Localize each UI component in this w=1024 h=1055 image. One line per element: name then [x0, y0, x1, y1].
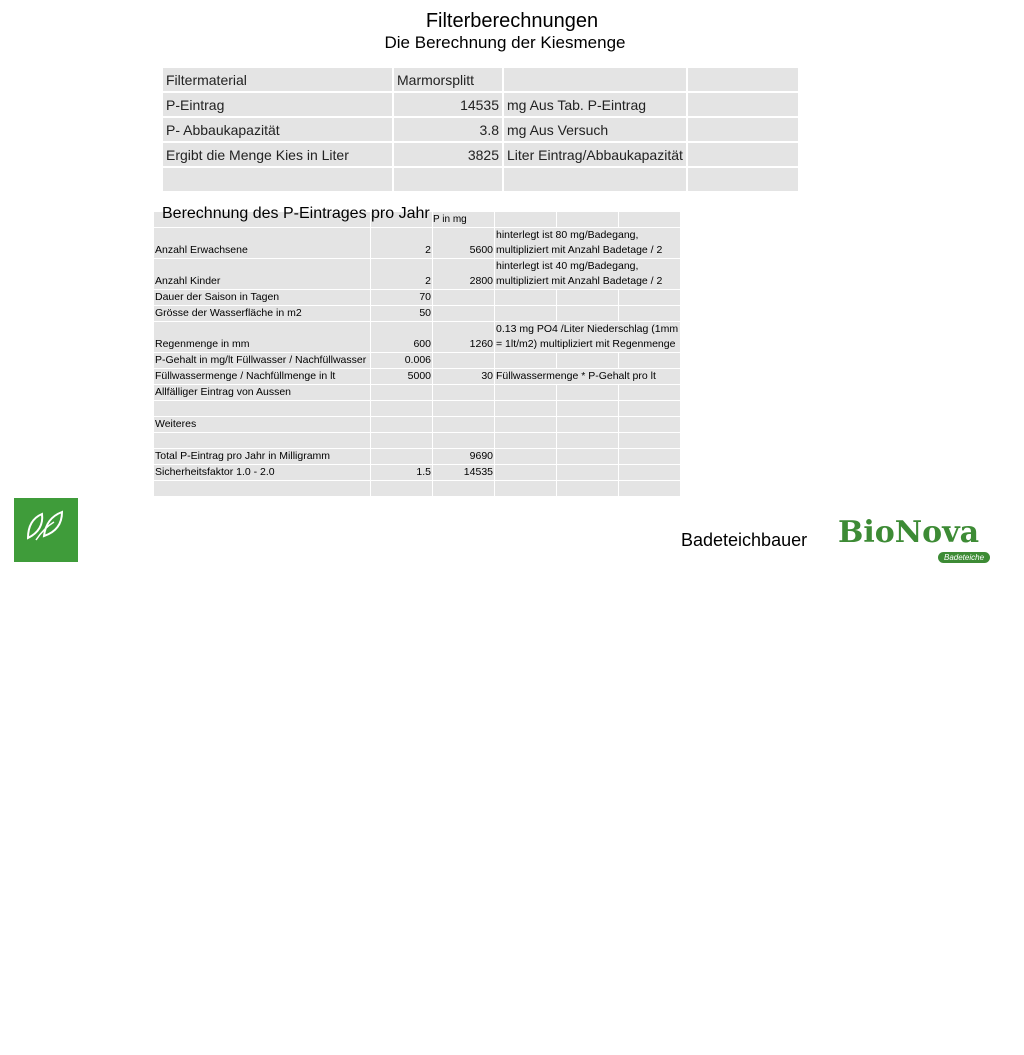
table-cell	[687, 92, 799, 117]
table-cell: Dauer der Saison in Tagen	[154, 290, 371, 306]
table-cell: 9690	[433, 449, 495, 465]
table-row	[154, 465, 681, 481]
table-cell	[495, 385, 557, 401]
table-cell	[433, 401, 495, 417]
table-row	[154, 449, 681, 465]
table-cell: Marmorsplitt	[393, 67, 503, 92]
table-cell	[557, 481, 619, 497]
table-cell	[557, 433, 619, 449]
table-row	[154, 290, 681, 306]
table-cell	[154, 481, 371, 497]
table-row	[162, 92, 799, 117]
table-cell: Anzahl Erwachsene	[154, 228, 371, 259]
table-cell	[619, 449, 681, 465]
table-cell	[619, 385, 681, 401]
table-cell	[495, 417, 557, 433]
table-cell	[371, 417, 433, 433]
table-cell: 14535	[393, 92, 503, 117]
table-cell	[557, 385, 619, 401]
table-cell: mg Aus Versuch	[503, 117, 687, 142]
table-cell: Allfälliger Eintrag von Aussen	[154, 385, 371, 401]
table-cell	[557, 212, 619, 228]
table-cell	[557, 449, 619, 465]
table-cell: Füllwassermenge / Nachfüllmenge in lt	[154, 369, 371, 385]
bionova-logo-text: BioNova	[838, 515, 980, 550]
table-cell	[495, 353, 557, 369]
table-cell	[495, 401, 557, 417]
bionova-logo-sub: Badeteiche	[938, 552, 990, 563]
table-cell: Anzahl Kinder	[154, 259, 371, 290]
table-row	[162, 117, 799, 142]
table-cell: 0.13 mg PO4 /Liter Niederschlag (1mm = 1lt/m2) multipliziert mit Regenmenge	[495, 322, 681, 353]
table-cell: P- Abbaukapazität	[162, 117, 393, 142]
table-cell	[557, 401, 619, 417]
table-cell: 5000	[371, 369, 433, 385]
table-cell	[495, 433, 557, 449]
table-cell	[619, 353, 681, 369]
table-cell	[433, 417, 495, 433]
badeteichbauer-label: Badeteichbauer	[681, 530, 808, 550]
table-row	[154, 322, 681, 353]
table-row	[162, 67, 799, 92]
table-cell: 2	[371, 228, 433, 259]
table-cell: Grösse der Wasserfläche in m2	[154, 306, 371, 322]
table-cell	[619, 465, 681, 481]
table-cell	[619, 417, 681, 433]
table-cell: Liter Eintrag/Abbaukapazität	[503, 142, 687, 167]
table-cell	[687, 167, 799, 192]
table-cell: 3.8	[393, 117, 503, 142]
table-cell: Filtermaterial	[162, 67, 393, 92]
table-cell	[503, 67, 687, 92]
table-cell: 2800	[433, 259, 495, 290]
table-cell: 30	[433, 369, 495, 385]
table-cell	[495, 449, 557, 465]
table-row	[154, 353, 681, 369]
table-cell	[433, 306, 495, 322]
table-cell: Sicherheitsfaktor 1.0 - 2.0	[154, 465, 371, 481]
table-cell: Total P-Eintrag pro Jahr in Milligramm	[154, 449, 371, 465]
table-row	[154, 306, 681, 322]
table-cell	[687, 67, 799, 92]
kiesmenge-table	[161, 66, 800, 193]
table-cell: P-Eintrag	[162, 92, 393, 117]
table-cell: hinterlegt ist 80 mg/Badegang, multipliziert mit Anzahl Badetage / 2	[495, 228, 681, 259]
table-cell: 2	[371, 259, 433, 290]
table-cell	[495, 306, 557, 322]
table-cell: hinterlegt ist 40 mg/Badegang, multipliziert mit Anzahl Badetage / 2	[495, 259, 681, 290]
table-cell: P-Gehalt in mg/lt Füllwasser / Nachfüllwasser	[154, 353, 371, 369]
table-cell	[687, 142, 799, 167]
table-row	[154, 401, 681, 417]
table-cell	[557, 290, 619, 306]
table-cell	[433, 433, 495, 449]
table-cell: Ergibt die Menge Kies in Liter	[162, 142, 393, 167]
table-row	[162, 167, 799, 192]
table-cell	[619, 212, 681, 228]
page-title: Filterberechnungen	[425, 10, 599, 32]
table-row	[162, 142, 799, 167]
table-cell: 50	[371, 306, 433, 322]
table-cell	[619, 401, 681, 417]
table-cell	[371, 449, 433, 465]
page-subtitle: Die Berechnung der Kiesmenge	[384, 33, 626, 52]
table-cell: Regenmenge in mm	[154, 322, 371, 353]
table-cell	[433, 385, 495, 401]
table-cell: 5600	[433, 228, 495, 259]
table-cell	[557, 417, 619, 433]
table-cell	[393, 167, 503, 192]
table-cell: 1.5	[371, 465, 433, 481]
table-cell	[371, 385, 433, 401]
table-row	[154, 259, 681, 290]
table-row	[154, 369, 681, 385]
table-cell	[495, 465, 557, 481]
table-cell: 600	[371, 322, 433, 353]
table-cell: Weiteres	[154, 417, 371, 433]
table-cell: 1260	[433, 322, 495, 353]
table-row	[154, 228, 681, 259]
table-cell	[154, 401, 371, 417]
table-cell	[557, 465, 619, 481]
table-cell	[433, 290, 495, 306]
table-cell: 0.006	[371, 353, 433, 369]
table-cell	[371, 433, 433, 449]
table-cell	[154, 433, 371, 449]
table-row	[154, 481, 681, 497]
table-cell	[619, 481, 681, 497]
table-cell	[557, 306, 619, 322]
table-cell	[495, 290, 557, 306]
table-row	[154, 417, 681, 433]
table-cell: 3825	[393, 142, 503, 167]
table-cell	[371, 481, 433, 497]
table-row	[154, 433, 681, 449]
table-cell: mg Aus Tab. P-Eintrag	[503, 92, 687, 117]
table-cell: Füllwassermenge * P-Gehalt pro lt	[495, 369, 681, 385]
table-cell	[687, 117, 799, 142]
p-in-mg-label: P in mg	[433, 214, 467, 225]
table-cell	[495, 481, 557, 497]
table-cell: 70	[371, 290, 433, 306]
table-cell	[433, 481, 495, 497]
table-cell: 14535	[433, 465, 495, 481]
table-cell	[619, 433, 681, 449]
graf-logo	[14, 498, 78, 1055]
bionova-logo	[838, 516, 988, 571]
table-cell	[557, 353, 619, 369]
p-eintrag-table	[153, 211, 681, 497]
table-cell	[495, 212, 557, 228]
table-cell	[503, 167, 687, 192]
table-cell	[619, 306, 681, 322]
table-cell	[162, 167, 393, 192]
graf-logo-text: GRAF	[34, 1043, 70, 1055]
table-cell	[371, 401, 433, 417]
table-row	[154, 385, 681, 401]
table-cell	[433, 353, 495, 369]
leaf-icon	[14, 498, 78, 562]
table-cell	[619, 290, 681, 306]
section-heading: Berechnung des P-Eintrages pro Jahr	[162, 205, 430, 222]
